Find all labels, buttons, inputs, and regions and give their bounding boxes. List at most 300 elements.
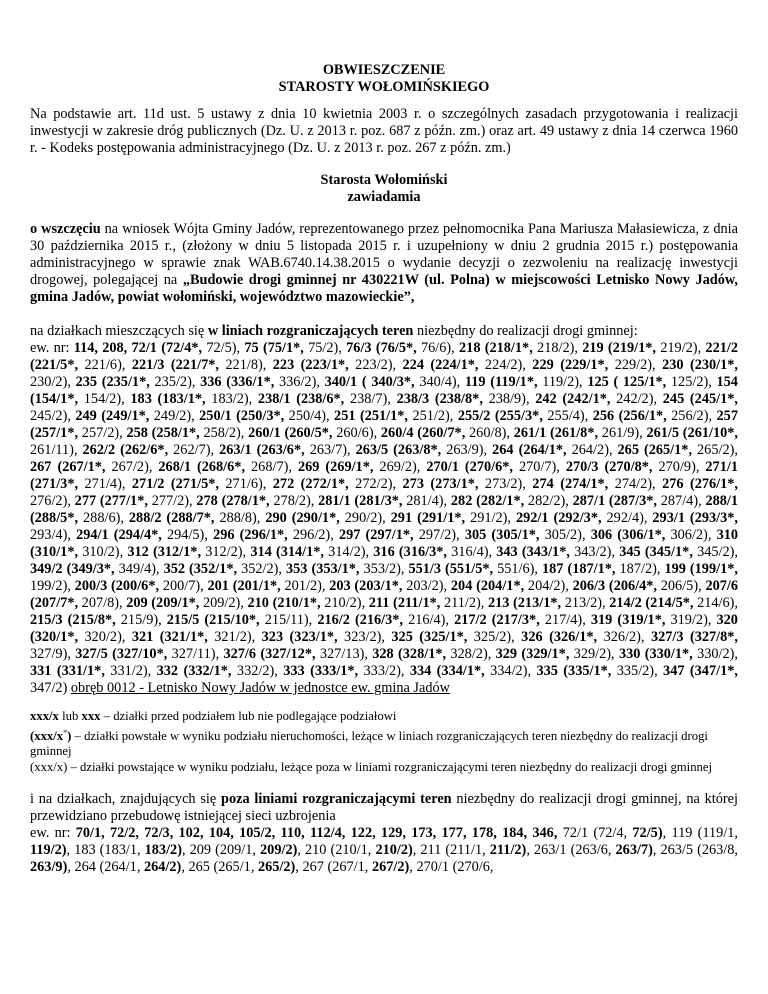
parcel-entry <box>132 476 273 492</box>
legend-item-2 <box>30 725 738 760</box>
parcel-in-lines: 204 (204/1*, <box>450 578 525 594</box>
parcel-in-lines: 305 (305/1*, <box>464 527 540 543</box>
parcel-in-lines: 331 (331/1*, <box>30 663 105 679</box>
parcel-in-lines: 293/1 (293/3*, <box>652 510 738 526</box>
parcel-entry <box>391 629 521 645</box>
parcel-entry <box>410 663 537 679</box>
parcel-in-lines: 213 (213/1*, <box>487 595 562 611</box>
parcel-in-lines: 267 (267/1*, <box>30 459 106 475</box>
parcel-outside-lines: 213/2), <box>561 595 610 611</box>
parcel-outside-lines: 183/2), <box>205 391 258 407</box>
parcel-in-lines: 154 (154/1*, <box>30 374 738 407</box>
parcel-in-lines: 281/1 (281/3*, <box>318 493 403 509</box>
parcel-entry <box>167 612 318 628</box>
parcel-entry <box>286 561 408 577</box>
parcel-entry <box>408 561 542 577</box>
parcel-entry <box>248 595 369 611</box>
parcel-in-lines: 200/3 (200/6*, <box>74 578 160 594</box>
parcel-in-lines: 294/1 (294/4*, <box>76 527 162 543</box>
parcel-outside-lines: 218/2), <box>532 340 583 356</box>
parcel-in-lines: 292/1 (292/3*, <box>515 510 602 526</box>
parcel-outside-lines: 312/2), <box>201 544 251 560</box>
parcel-entry <box>369 595 488 611</box>
notice-text: na wniosek Wójta Gminy Jadów, reprezentowanego przez pełnomocnika Pana Mariusza Małasiewicza, z dnia 30 października 2015 r., (złożony w dniu 5 listopada 2015 r. i uzupełniony w dniu 2 grudnia 2015 r.) postępowania administracyjnego w sprawie znak WAB.6740.14.38.2015 o wydanie decyzji o zezwoleniu na realizację inwestycji drogowej, polegającej na <box>30 221 738 288</box>
parcel-entry <box>587 374 716 390</box>
parcel-entry: 119 (119/1, 119/2), <box>30 825 739 859</box>
parcel-outside-lines: 319/2), <box>665 612 717 628</box>
parcel-outside-lines: 271/4), <box>78 476 132 492</box>
parcel-entry <box>582 340 705 356</box>
authority-name: Starosta Wołomiński <box>320 172 448 188</box>
parcel-in-lines: 258 (258/1*, <box>126 425 200 441</box>
parcel-outside-lines: 200/7), <box>159 578 208 594</box>
authority-heading <box>30 172 738 206</box>
legend-item-3: (xxx/x) – działki powstające w wyniku podziału, leżące poza w liniami rozgraniczającymi teren niezbędny do realizacji drogi gminnej <box>30 759 713 774</box>
parcel-entry <box>356 442 493 458</box>
parcel-in-lines: 319 (319/1*, <box>590 612 666 628</box>
parcel-entry <box>458 408 593 424</box>
parcel-in-lines: 229 (229/1*, <box>532 357 609 373</box>
parcel-in-lines: 203 (203/1*, <box>329 578 403 594</box>
parcels-out-bold: 70/1, 72/2, 72/3, 102, 104, 105/2, 110, 112/4, 122, 129, 173, 177, 178, 184, 346, <box>75 825 558 842</box>
parcel-in-lines: 264 (264/1*, <box>492 442 567 458</box>
parcels-out-intro-bold: poza liniami rozgraniczającymi teren <box>221 791 452 808</box>
parcel-bold: 263/7) <box>615 842 653 859</box>
parcels-in-intro <box>30 323 738 340</box>
legend-item-2-text: – działki powstałe w wyniku podziału nieruchomości, leżące w liniach rozgraniczających teren niezbędny do realizacji drogi gminnej <box>30 728 708 759</box>
parcels-in-intro-text: na działkach mieszczących się <box>30 323 208 339</box>
parcel-entry <box>75 493 197 509</box>
parcel-entry <box>317 612 454 628</box>
parcel-outside-lines: 245/2), <box>30 408 76 424</box>
parcel-in-lines: 296 (296/1*, <box>213 527 288 543</box>
parcel-in-lines: 221/3 (221/7*, <box>131 357 219 373</box>
parcel-outside-lines: 119/2), <box>537 374 588 390</box>
parcel-bold: 265/2) <box>257 859 296 876</box>
parcel-in-lines: 260/4 (260/7*, <box>380 425 466 441</box>
title-line-1: OBWIESZCZENIE <box>322 62 446 78</box>
parcel-outside-lines: 262/7), <box>168 442 220 458</box>
parcel-outside-lines: 203/2), <box>402 578 451 594</box>
parcel-outside-lines: 221/8), <box>218 357 273 373</box>
parcel-outside-lines: 327/13), <box>315 646 373 662</box>
parcel-outside-lines: 251/2), <box>408 408 458 424</box>
parcel-outside-lines: 209/2), <box>199 595 248 611</box>
parcel-outside-lines: 217/4), <box>539 612 591 628</box>
parcel-entry <box>618 442 738 458</box>
parcel-in-lines: 207/6 (207/7*, <box>30 578 739 611</box>
parcel-in-lines: 119 (119/1*, <box>464 374 538 390</box>
parcel-bold: 183/2) <box>144 842 182 859</box>
parcel-outside-lines: 329/2), <box>569 646 619 662</box>
parcel-in-lines: 238/1 (238/6*, <box>257 391 345 407</box>
parcel-bold: 119/2) <box>30 842 67 859</box>
parcel-outside-lines: 269/2), <box>373 459 427 475</box>
parcel-in-lines: 290 (290/1*, <box>265 510 340 526</box>
parcel-outside-lines: 260/8), <box>465 425 514 441</box>
parcel-in-lines: 306 (306/1*, <box>590 527 666 543</box>
parcel-outside-lines: 230/2), <box>30 374 76 390</box>
parcel-outside-lines: 219/2), <box>655 340 706 356</box>
parcel-bold: 210/2) <box>375 842 413 859</box>
parcel-outside-lines: 316/4), <box>446 544 497 560</box>
parcel-entry <box>127 544 250 560</box>
parcel-in-lines: 352 (352/1*, <box>163 561 238 577</box>
parcel-outside-lines: 282/2), <box>524 493 573 509</box>
parcel-regular: 267 (267/1, <box>302 859 372 876</box>
parcel-in-lines: 270/1 (270/6*, <box>426 459 513 475</box>
parcel-entry <box>325 374 465 390</box>
parcel-entry <box>573 493 706 509</box>
parcel-entry <box>514 425 647 441</box>
parcel-in-lines: 282 (282/1*, <box>450 493 525 509</box>
parcel-entry <box>30 663 157 679</box>
parcel-in-lines: 265 (265/1*, <box>617 442 693 458</box>
parcel-entry <box>591 612 717 628</box>
parcel-bold: 267/2) <box>371 859 410 876</box>
parcels-out-prefix: ew. nr: <box>30 825 76 842</box>
parcels-out-intro <box>30 791 738 825</box>
parcel-entry: 210 (210/1, 210/2), <box>304 842 421 859</box>
parcel-outside-lines: 238/7), <box>344 391 397 407</box>
parcel-entry <box>75 408 199 424</box>
parcel-outside-lines: 334/2), <box>484 663 537 679</box>
parcel-bold: 264/2) <box>143 859 182 876</box>
parcel-in-lines: 287/1 (287/3*, <box>572 493 657 509</box>
parcel-regular: 263/5 (263/8, <box>660 842 738 859</box>
parcel-entry: 263/5 (263/8, 263/9), <box>30 842 738 876</box>
parcel-entry <box>273 357 403 373</box>
parcel-in-lines: 214/2 (214/5*, <box>609 595 694 611</box>
parcel-outside-lines: 320/2), <box>78 629 132 645</box>
parcel-in-lines: 297 (297/1*, <box>338 527 414 543</box>
parcel-entry <box>566 459 706 475</box>
parcel-outside-lines: 332/2), <box>231 663 284 679</box>
parcel-outside-lines: 321/2), <box>207 629 262 645</box>
parcels-in-head: 114, 208, <box>73 340 132 356</box>
parcel-entry <box>532 357 662 373</box>
parcel-in-lines: 332 (332/1*, <box>156 663 232 679</box>
parcel-entry <box>30 459 158 475</box>
parcel-outside-lines: 306/2), <box>665 527 717 543</box>
parcel-entry <box>619 544 738 560</box>
parcel-outside-lines: 242/2), <box>610 391 663 407</box>
parcel-outside-lines: 223/2), <box>348 357 403 373</box>
parcel-in-lines: 238/3 (238/8*, <box>396 391 483 407</box>
notice-paragraph <box>30 221 738 306</box>
parcel-in-lines: 323 (323/1*, <box>261 629 338 645</box>
parcel-outside-lines: 278/2), <box>269 493 319 509</box>
parcel-bold: 72/5) <box>632 825 663 842</box>
parcel-regular: 209 (209/1, <box>189 842 261 859</box>
parcel-in-lines: 216/2 (216/3*, <box>317 612 404 628</box>
parcel-outside-lines: 75/2), <box>303 340 347 356</box>
parcel-outside-lines: 206/5), <box>657 578 706 594</box>
parcel-in-lines: 199 (199/1*, <box>664 561 738 577</box>
parcel-outside-lines: 323/2), <box>337 629 392 645</box>
parcel-outside-lines: 267/2), <box>105 459 159 475</box>
parcel-outside-lines: 72/5), <box>202 340 245 356</box>
parcel-in-lines: 288/1 (288/5*, <box>30 493 739 526</box>
parcel-entry <box>248 425 381 441</box>
parcel-entry <box>451 493 573 509</box>
parcel-regular: 265 (265/1, <box>188 859 258 876</box>
parcel-outside-lines: 287/4), <box>657 493 706 509</box>
parcel-entry <box>130 391 258 407</box>
parcel-entry: 209 (209/1, 209/2), <box>189 842 305 859</box>
parcel-entry <box>426 459 566 475</box>
parcel-outside-lines: 260/6), <box>332 425 381 441</box>
parcel-in-lines: 271/2 (271/5*, <box>131 476 219 492</box>
parcel-in-lines: 340/1 ( 340/3*, <box>324 374 415 390</box>
parcel-entry: 211 (211/1, 211/2), <box>420 842 534 859</box>
parcel-entry <box>334 408 458 424</box>
parcel-outside-lines: 211/2), <box>440 595 488 611</box>
parcel-outside-lines: 224/2), <box>478 357 533 373</box>
parcel-entry <box>591 527 717 543</box>
parcel-entry <box>465 374 587 390</box>
parcel-entry <box>244 340 346 356</box>
parcel-in-lines: 125 ( 125/1*, <box>587 374 667 390</box>
parcel-entry <box>199 408 334 424</box>
parcel-in-lines: 325 (325/1*, <box>391 629 468 645</box>
parcels-in-list <box>30 340 738 697</box>
parcel-in-lines: 263/1 (263/6*, <box>219 442 305 458</box>
parcels-in-intro-end: niezbędny do realizacji drogi gminnej: <box>413 323 638 339</box>
parcel-outside-lines: 263/9), <box>441 442 493 458</box>
parcel-outside-lines: 288/6), <box>78 510 129 526</box>
parcel-entry <box>262 629 392 645</box>
parcel-in-lines: 328 (328/1*, <box>372 646 447 662</box>
parcel-entry <box>132 357 273 373</box>
parcel-outside-lines: 235/2), <box>149 374 201 390</box>
parcel-in-lines: 336 (336/1*, <box>200 374 275 390</box>
parcel-entry <box>403 476 533 492</box>
parcel-entry <box>132 629 262 645</box>
parcel-outside-lines: 335/2), <box>611 663 664 679</box>
parcel-in-lines: 76/3 (76/5*, <box>346 340 417 356</box>
parcel-outside-lines: 221/6), <box>78 357 132 373</box>
legend <box>30 709 738 775</box>
parcel-entry <box>126 595 247 611</box>
parcel-in-lines: 333 (333/1*, <box>283 663 359 679</box>
parcel-outside-lines: 199/2), <box>30 578 75 594</box>
parcel-outside-lines: 261/11), <box>30 442 83 458</box>
parcel-outside-lines: 76/6), <box>416 340 460 356</box>
parcel-in-lines: 249 (249/1*, <box>75 408 150 424</box>
parcel-in-lines: 335 (335/1*, <box>536 663 612 679</box>
parcel-outside-lines: 352/2), <box>237 561 286 577</box>
parcel-bold: 209/2) <box>260 842 298 859</box>
parcel-in-lines: 551/3 (551/5*, <box>408 561 494 577</box>
parcel-entry <box>83 442 220 458</box>
parcel-in-lines: 327/6 (327/12*, <box>223 646 316 662</box>
parcel-outside-lines: 264/2), <box>566 442 618 458</box>
parcel-in-lines: 321 (321/1*, <box>131 629 208 645</box>
parcel-outside-lines: 343/2), <box>569 544 620 560</box>
parcel-entry <box>76 374 201 390</box>
parcels-out-intro-text: i na działkach, znajdujących się <box>30 791 222 808</box>
parcel-in-lines: 262/2 (262/6*, <box>82 442 169 458</box>
parcel-in-lines: 329 (329/1*, <box>495 646 570 662</box>
document-title <box>30 62 738 96</box>
legend-item-1-symbol-2: xxx <box>81 709 101 723</box>
parcel-outside-lines: 327/9), <box>30 646 76 662</box>
parcel-entry <box>397 391 536 407</box>
parcel-in-lines: 218 (218/1*, <box>459 340 533 356</box>
parcel-entry <box>492 442 617 458</box>
parcel-entry <box>283 663 410 679</box>
parcel-outside-lines: 250/4), <box>284 408 335 424</box>
parcel-in-lines: 278 (278/1*, <box>196 493 270 509</box>
parcel-entry <box>158 459 298 475</box>
parcel-entry <box>30 612 167 628</box>
parcel-in-lines: 224 (224/1*, <box>402 357 479 373</box>
parcel-entry <box>372 646 495 662</box>
parcel-in-lines: 327/3 (327/8*, <box>650 629 739 645</box>
parcel-outside-lines: 229/2), <box>608 357 663 373</box>
parcel-outside-lines: 187/2), <box>615 561 665 577</box>
parcel-in-lines: 316 (316/3*, <box>373 544 447 560</box>
parcel-outside-lines: 263/7), <box>304 442 356 458</box>
parcel-in-lines: 75 (75/1*, <box>244 340 304 356</box>
parcels-out-list <box>30 825 738 876</box>
parcel-outside-lines: 291/2), <box>465 510 516 526</box>
parcel-outside-lines: 154/2), <box>78 391 131 407</box>
notice-lead: o wszczęciu <box>30 221 101 237</box>
parcel-outside-lines: 314/2), <box>324 544 374 560</box>
precinct-label: obręb 0012 - Letnisko Nowy Jadów w jednostce ew. gmina Jadów <box>70 680 450 696</box>
parcel-entry <box>129 510 265 526</box>
parcel-entry <box>454 612 591 628</box>
parcel-in-lines: 263/5 (263/8*, <box>355 442 442 458</box>
parcel-tail: 270/1 (270/6, <box>416 859 494 876</box>
parcel-outside-lines: 349/4), <box>114 561 164 577</box>
parcel-entry: 72/1 (72/4, 72/5), <box>562 825 672 842</box>
parcel-entry <box>132 340 245 356</box>
project-name: „Budowie drogi gminnej nr 430221W (ul. Polna) w miejscowości Letnisko Nowy Jadów, gmina Jadów, powiat wołomiński, województwo mazowieckie”, <box>30 272 738 305</box>
parcel-entry <box>318 493 451 509</box>
parcel-outside-lines: 214/6), <box>693 595 739 611</box>
parcels-in-prefix: ew. nr: <box>30 340 74 356</box>
parcel-regular: 119 (119/1, <box>671 825 739 842</box>
parcel-in-lines: 270/3 (270/8*, <box>565 459 653 475</box>
parcel-entry <box>373 544 496 560</box>
legend-item-1-text: – działki przed podziałem lub nie podlegające podziałowi <box>100 709 397 723</box>
parcel-outside-lines: 261/9), <box>598 425 647 441</box>
parcel-outside-lines: 340/4), <box>414 374 465 390</box>
parcel-outside-lines: 305/2), <box>539 527 591 543</box>
parcel-entry <box>219 442 356 458</box>
parcel-in-lines: 257 (257/1*, <box>30 408 738 441</box>
parcel-outside-lines: 257/2), <box>78 425 127 441</box>
parcel-entry <box>164 561 286 577</box>
parcel-entry <box>126 425 248 441</box>
parcel-in-lines: 343 (343/1*, <box>496 544 570 560</box>
parcel-entry <box>535 391 663 407</box>
parcel-in-lines: 320 (320/1*, <box>30 612 738 645</box>
parcel-entry: 265 (265/1, 265/2), <box>188 859 303 876</box>
parcels-out-intro-end: niezbędny do realizacji drogi gminnej, na której przewidziano przebudowę istniejącej sieci uzbrojenia <box>30 791 738 825</box>
parcel-in-lines: 274 (274/1*, <box>532 476 609 492</box>
parcel-outside-lines: 336/2), <box>274 374 325 390</box>
parcel-in-lines: 206/3 (206/4*, <box>572 578 657 594</box>
parcel-in-lines: 310 (310/1*, <box>30 527 739 560</box>
parcel-in-lines: 219 (219/1*, <box>582 340 656 356</box>
parcel-entry <box>381 425 514 441</box>
parcel-outside-lines: 276/2), <box>30 493 75 509</box>
parcel-entry <box>346 340 459 356</box>
parcel-outside-lines: 353/2), <box>359 561 409 577</box>
parcel-entry <box>573 578 706 594</box>
parcel-outside-lines: 125/2), <box>666 374 717 390</box>
parcel-in-lines: 345 (345/1*, <box>619 544 693 560</box>
parcel-outside-lines: 330/2), <box>692 646 738 662</box>
parcel-in-lines: 288/2 (288/7*, <box>128 510 215 526</box>
parcel-in-lines: 235 (235/1*, <box>75 374 150 390</box>
parcel-entry: 264 (264/1, 264/2), <box>74 859 189 876</box>
parcel-outside-lines: 271/6), <box>218 476 273 492</box>
parcel-entry <box>488 595 609 611</box>
parcel-in-lines: 260/1 (260/5*, <box>248 425 333 441</box>
parcel-in-lines: 187 (187/1*, <box>542 561 616 577</box>
parcel-in-lines: 349/2 (349/3*, <box>30 561 115 577</box>
parcel-in-lines: 255/2 (255/3*, <box>457 408 543 424</box>
parcel-entry <box>532 476 662 492</box>
legend-item-2-sup: * <box>63 727 68 737</box>
parcel-outside-lines: 201/2), <box>280 578 330 594</box>
parcel-in-lines: 326 (326/1*, <box>521 629 598 645</box>
parcel-in-lines: 271/1 (271/3*, <box>30 459 738 492</box>
parcel-in-lines: 209 (209/1*, <box>126 595 200 611</box>
parcel-regular: 210 (210/1, <box>304 842 376 859</box>
parcel-outside-lines: 272/2), <box>348 476 403 492</box>
parcel-entry <box>157 663 284 679</box>
parcel-entry: 263/1 (263/6, 263/7), <box>533 842 661 859</box>
parcel-entry <box>273 476 403 492</box>
parcel-outside-lines: 331/2), <box>104 663 157 679</box>
parcel-in-lines: 334 (334/1*, <box>409 663 485 679</box>
parcel-in-lines: 210 (210/1*, <box>247 595 321 611</box>
parcel-outside-lines: 281/4), <box>402 493 451 509</box>
parcel-in-lines: 250/1 (250/3*, <box>199 408 285 424</box>
parcel-entry <box>329 578 451 594</box>
authority-verb: zawiadamia <box>347 189 421 205</box>
parcel-outside-lines: 268/7), <box>245 459 298 475</box>
parcel-in-lines: 72/1 (72/4*, <box>131 340 203 356</box>
parcel-in-lines: 312 (312/1*, <box>127 544 202 560</box>
parcel-outside-lines: 325/2), <box>467 629 522 645</box>
parcel-entry <box>593 408 717 424</box>
parcel-in-lines: 183 (183/1*, <box>130 391 206 407</box>
parcel-in-lines: 256 (256/1*, <box>592 408 667 424</box>
parcel-entry <box>451 578 573 594</box>
parcel-outside-lines: 215/11), <box>259 612 318 628</box>
parcel-entry <box>542 561 664 577</box>
parcel-outside-lines: 551/6), <box>493 561 542 577</box>
parcel-in-lines: 215/5 (215/10*, <box>166 612 260 628</box>
parcels-in-intro-bold: w liniach rozgraniczających teren <box>207 323 414 339</box>
parcel-in-lines: 223 (223/1*, <box>272 357 349 373</box>
parcel-entry <box>609 595 738 611</box>
parcel-entry <box>196 493 318 509</box>
parcel-in-lines: 277 (277/1*, <box>74 493 148 509</box>
parcel-in-lines: 347 (347/1*, <box>663 663 738 679</box>
parcel-outside-lines: 216/4), <box>403 612 455 628</box>
parcel-outside-lines: 215/9), <box>115 612 167 628</box>
legal-basis: Na podstawie art. 11d ust. 5 ustawy z dnia 10 kwietnia 2003 r. o szczególnych zasadach przygotowania i realizacji inwestycji w zakresie dróg publicznych (Dz. U. z 2013 r. poz. 687 z późn. zm.) oraz art. 49 ustawy z dnia 14 czerwca 1960 r. - Kodeks postępowania administracyjnego (Dz. U. z 2013 r. poz. 267 z późn. zm.) <box>30 106 738 156</box>
parcel-outside-lines: 333/2), <box>358 663 410 679</box>
